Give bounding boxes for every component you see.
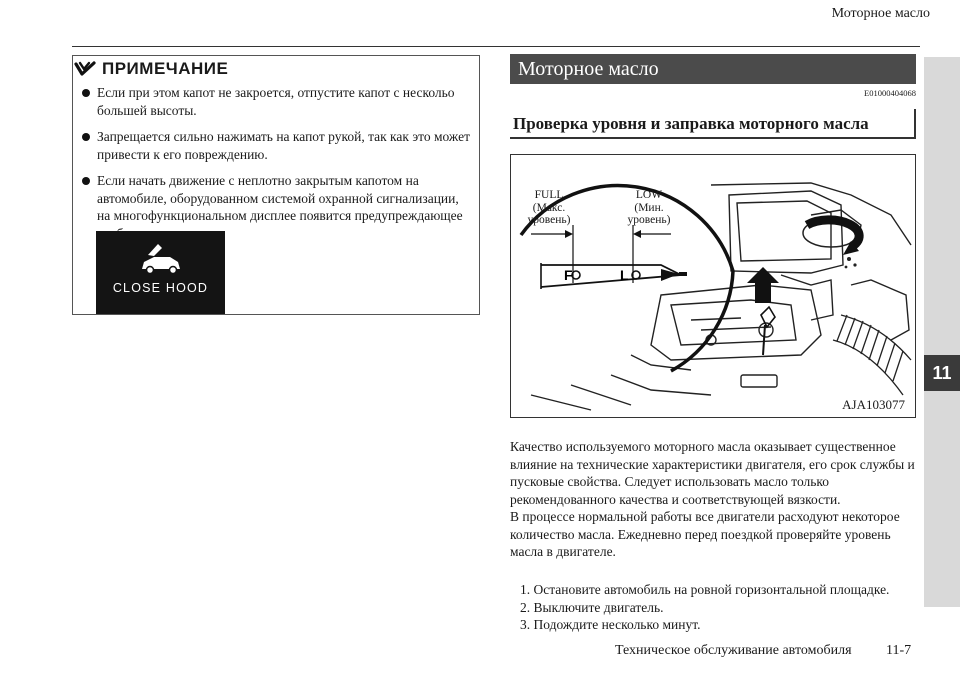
open-hood-car-icon [96, 231, 225, 281]
procedure-step: 1. Остановите автомобиль на ровной горизонтальной площадке. [520, 582, 890, 597]
close-hood-message: CLOSE HOOD [112, 281, 209, 295]
figure-code: AJA103077 [842, 397, 905, 412]
dipstick-f-mark: F [564, 267, 573, 283]
chapter-side-tab [924, 57, 960, 607]
note-list [80, 84, 472, 251]
note-item: Если при этом капот не закроется, отпустите капот с нескольо большей высоты. [80, 84, 472, 119]
note-item: Запрещается сильно нажимать на капот рукой, так как это может привести к его повреждению. [80, 128, 472, 163]
page-number: 11-7 [886, 643, 912, 658]
header-divider [72, 46, 920, 47]
section-ref-code: E01000404068 [864, 88, 916, 98]
note-heading: ПРИМЕЧАНИЕ [102, 59, 229, 78]
note-check-icon [74, 61, 96, 77]
full-label-line: FULL [534, 189, 564, 201]
subsection-heading: Проверка уровня и заправка моторного масла [510, 109, 916, 139]
oil-dipstick-figure [510, 154, 916, 418]
body-paragraph: Качество используемого моторного масла оказывает существенное влияние на технические характеристики двигателя, его срок службы и пусковые свойства. Следует использовать масло только рекомендованного качества и соответствующей вязкости. [510, 439, 915, 507]
page-header-title: Моторное масло [831, 6, 930, 21]
body-paragraph: В процессе нормальной работы все двигатели расходуют некоторое количество масла. Ежедневно перед поездкой проверяйте уровень масла в двигателе. [510, 509, 900, 559]
note-header [74, 57, 228, 81]
close-hood-display [96, 231, 225, 314]
chapter-number-badge[interactable]: 11 [924, 355, 960, 391]
low-label-line: уровень) [627, 214, 671, 226]
low-label-line: LOW [635, 189, 663, 201]
section-title: Моторное масло [510, 54, 916, 84]
procedure-step: 2. Выключите двигатель. [520, 599, 664, 615]
dipstick-l-mark: L [620, 267, 629, 283]
full-label-line: (Макс. [532, 201, 566, 214]
procedure-steps [520, 581, 920, 634]
low-level-label [619, 189, 679, 227]
body-text [510, 438, 922, 561]
procedure-step: 3. Подождите несколько минут. [520, 617, 701, 632]
note-item: Если начать движение с неплотно закрытым капотом на автомобиле, оборудованном системой охранной сигнализации, на многофункциональном дисплее появится предупреждающее [80, 172, 472, 242]
full-level-label [519, 189, 579, 227]
low-label-line: (Мин. [634, 201, 664, 214]
full-label-line: уровень) [527, 214, 571, 226]
footer-section-title: Техническое обслуживание автомобиля [615, 643, 852, 658]
